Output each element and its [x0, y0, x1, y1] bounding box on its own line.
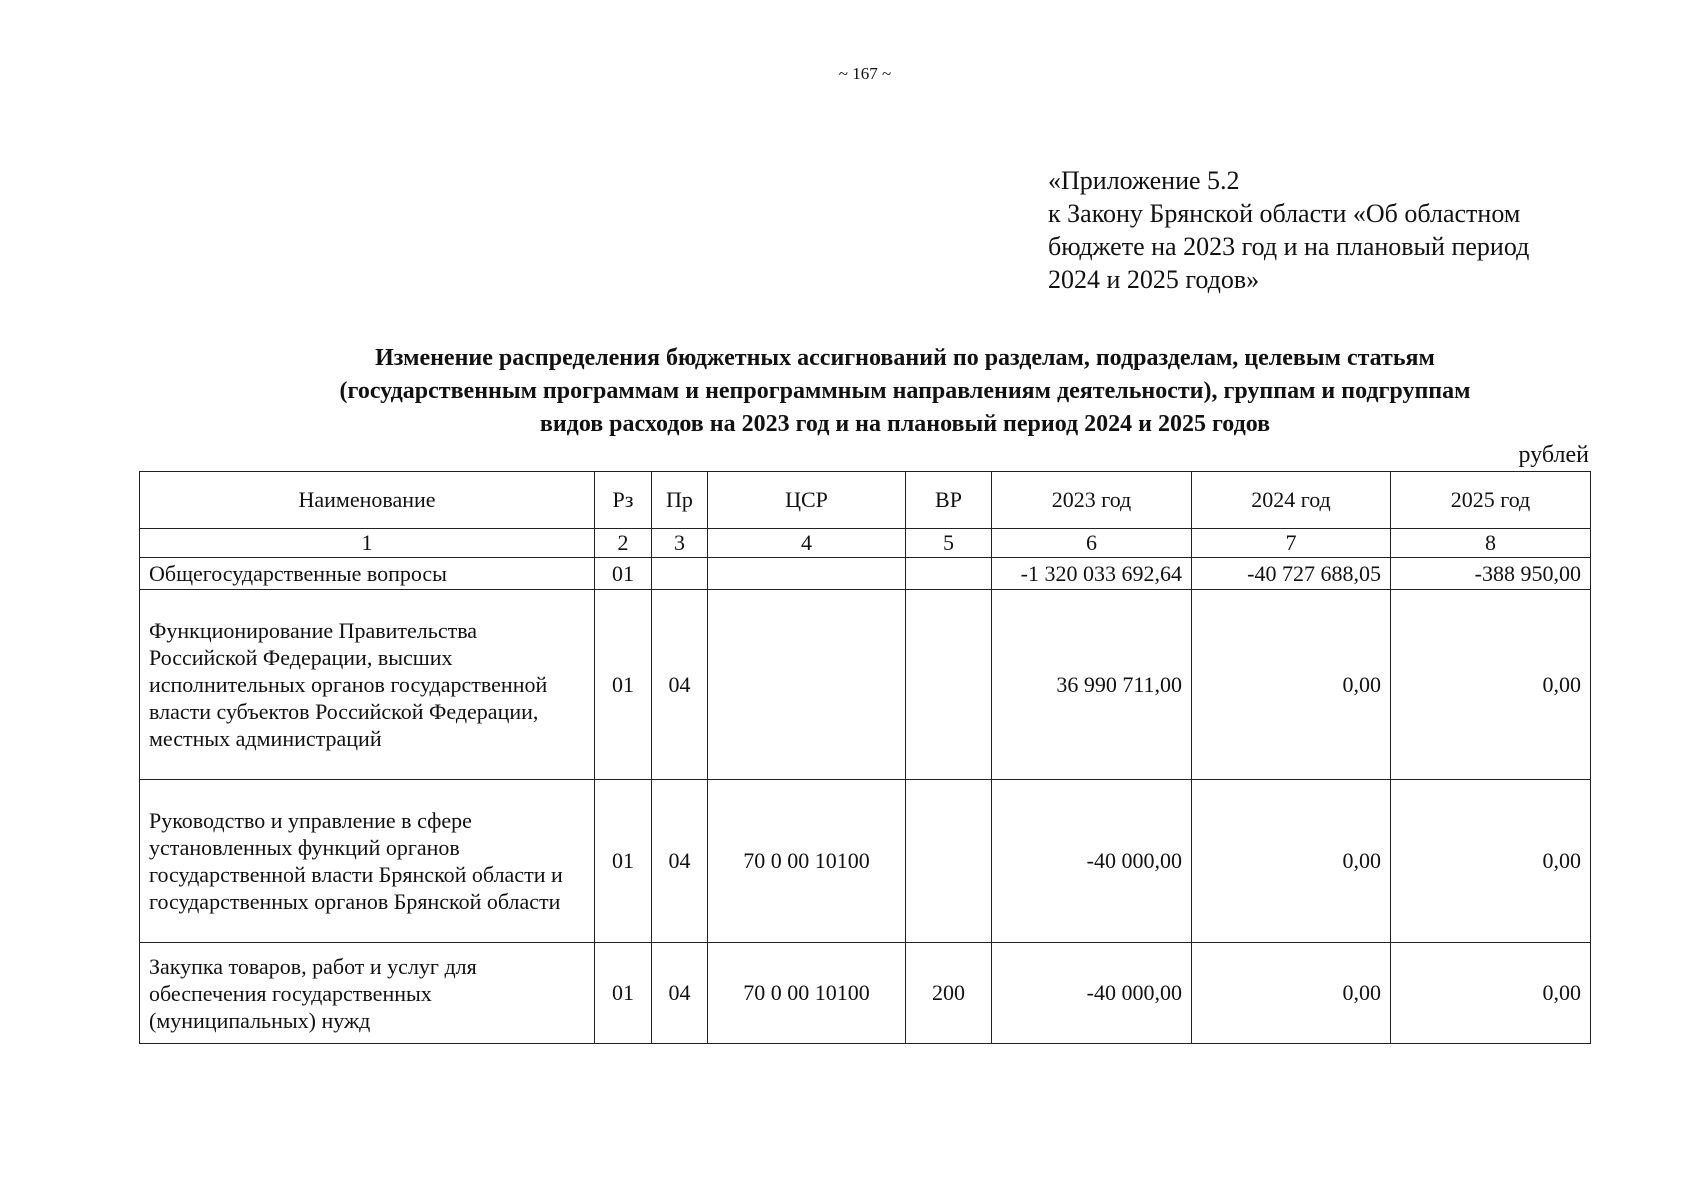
row-amount-2024: 0,00 — [1192, 590, 1391, 780]
header-2024: 2024 год — [1192, 472, 1391, 529]
row-amount-2024: -40 727 688,05 — [1192, 558, 1391, 590]
row-amount-2024: 0,00 — [1192, 943, 1391, 1044]
table-row — [140, 943, 1591, 1044]
appendix-reference — [1048, 164, 1529, 296]
header-name: Наименование — [140, 472, 595, 529]
title-line: Изменение распределения бюджетных ассигнований по разделам, подразделам, целевым статьям — [375, 345, 1435, 371]
column-number: 8 — [1391, 529, 1591, 558]
appendix-line: «Приложение 5.2 — [1048, 166, 1240, 195]
row-name: Общегосударственные вопросы — [140, 558, 595, 590]
row-vr — [906, 780, 992, 943]
row-rz: 01 — [595, 558, 652, 590]
row-pr: 04 — [652, 590, 708, 780]
title-line: видов расходов на 2023 год и на плановый период 2024 и 2025 годов — [539, 411, 1271, 437]
row-vr: 200 — [906, 943, 992, 1044]
header-csr: ЦСР — [708, 472, 906, 529]
row-rz: 01 — [595, 943, 652, 1044]
row-csr: 70 0 00 10100 — [708, 780, 906, 943]
row-vr — [906, 590, 992, 780]
row-pr: 04 — [652, 780, 708, 943]
document-title — [140, 342, 1670, 441]
row-pr: 04 — [652, 943, 708, 1044]
row-name: Закупка товаров, работ и услуг для обеспечения государственных (муниципальных) нужд — [140, 943, 595, 1044]
row-amount-2024: 0,00 — [1192, 780, 1391, 943]
appendix-line: бюджете на 2023 год и на плановый период — [1048, 232, 1530, 261]
column-number: 3 — [652, 529, 708, 558]
column-number: 5 — [906, 529, 992, 558]
row-name: Руководство и управление в сфере установленных функций органов государственной власти Брянской области и государственных органов Брянской области — [140, 780, 595, 943]
table-row — [140, 590, 1591, 780]
row-amount-2025: 0,00 — [1391, 590, 1591, 780]
column-number-row — [140, 529, 1591, 558]
row-amount-2025: 0,00 — [1391, 780, 1591, 943]
column-number: 7 — [1192, 529, 1391, 558]
row-name: Функционирование Правительства Российской Федерации, высших исполнительных органов государственной власти субъектов Российской Федерации, местных администраций — [140, 590, 595, 780]
column-number: 4 — [708, 529, 906, 558]
header-pr: Пр — [652, 472, 708, 529]
header-2023: 2023 год — [992, 472, 1192, 529]
title-line: (государственным программам и непрограммным направлениям деятельности), группам и подгруппам — [339, 378, 1471, 404]
table-header-row — [140, 472, 1591, 529]
column-number: 1 — [140, 529, 595, 558]
units-label: рублей — [1518, 442, 1589, 468]
table-row — [140, 558, 1591, 590]
row-csr: 70 0 00 10100 — [708, 943, 906, 1044]
row-amount-2023: 36 990 711,00 — [992, 590, 1192, 780]
page-number: ~ 167 ~ — [838, 64, 892, 83]
row-amount-2023: -1 320 033 692,64 — [992, 558, 1192, 590]
row-csr — [708, 558, 906, 590]
column-number: 6 — [992, 529, 1192, 558]
row-rz: 01 — [595, 590, 652, 780]
row-amount-2025: -388 950,00 — [1391, 558, 1591, 590]
budget-table — [139, 471, 1591, 1044]
row-amount-2023: -40 000,00 — [992, 780, 1192, 943]
row-vr — [906, 558, 992, 590]
header-rz: Рз — [595, 472, 652, 529]
header-vr: ВР — [906, 472, 992, 529]
column-number: 2 — [595, 529, 652, 558]
row-rz: 01 — [595, 780, 652, 943]
row-pr — [652, 558, 708, 590]
appendix-line: 2024 и 2025 годов» — [1048, 265, 1260, 294]
appendix-line: к Закону Брянской области «Об областном — [1048, 199, 1521, 228]
row-amount-2023: -40 000,00 — [992, 943, 1192, 1044]
row-amount-2025: 0,00 — [1391, 943, 1591, 1044]
table-row — [140, 780, 1591, 943]
header-2025: 2025 год — [1391, 472, 1591, 529]
row-csr — [708, 590, 906, 780]
